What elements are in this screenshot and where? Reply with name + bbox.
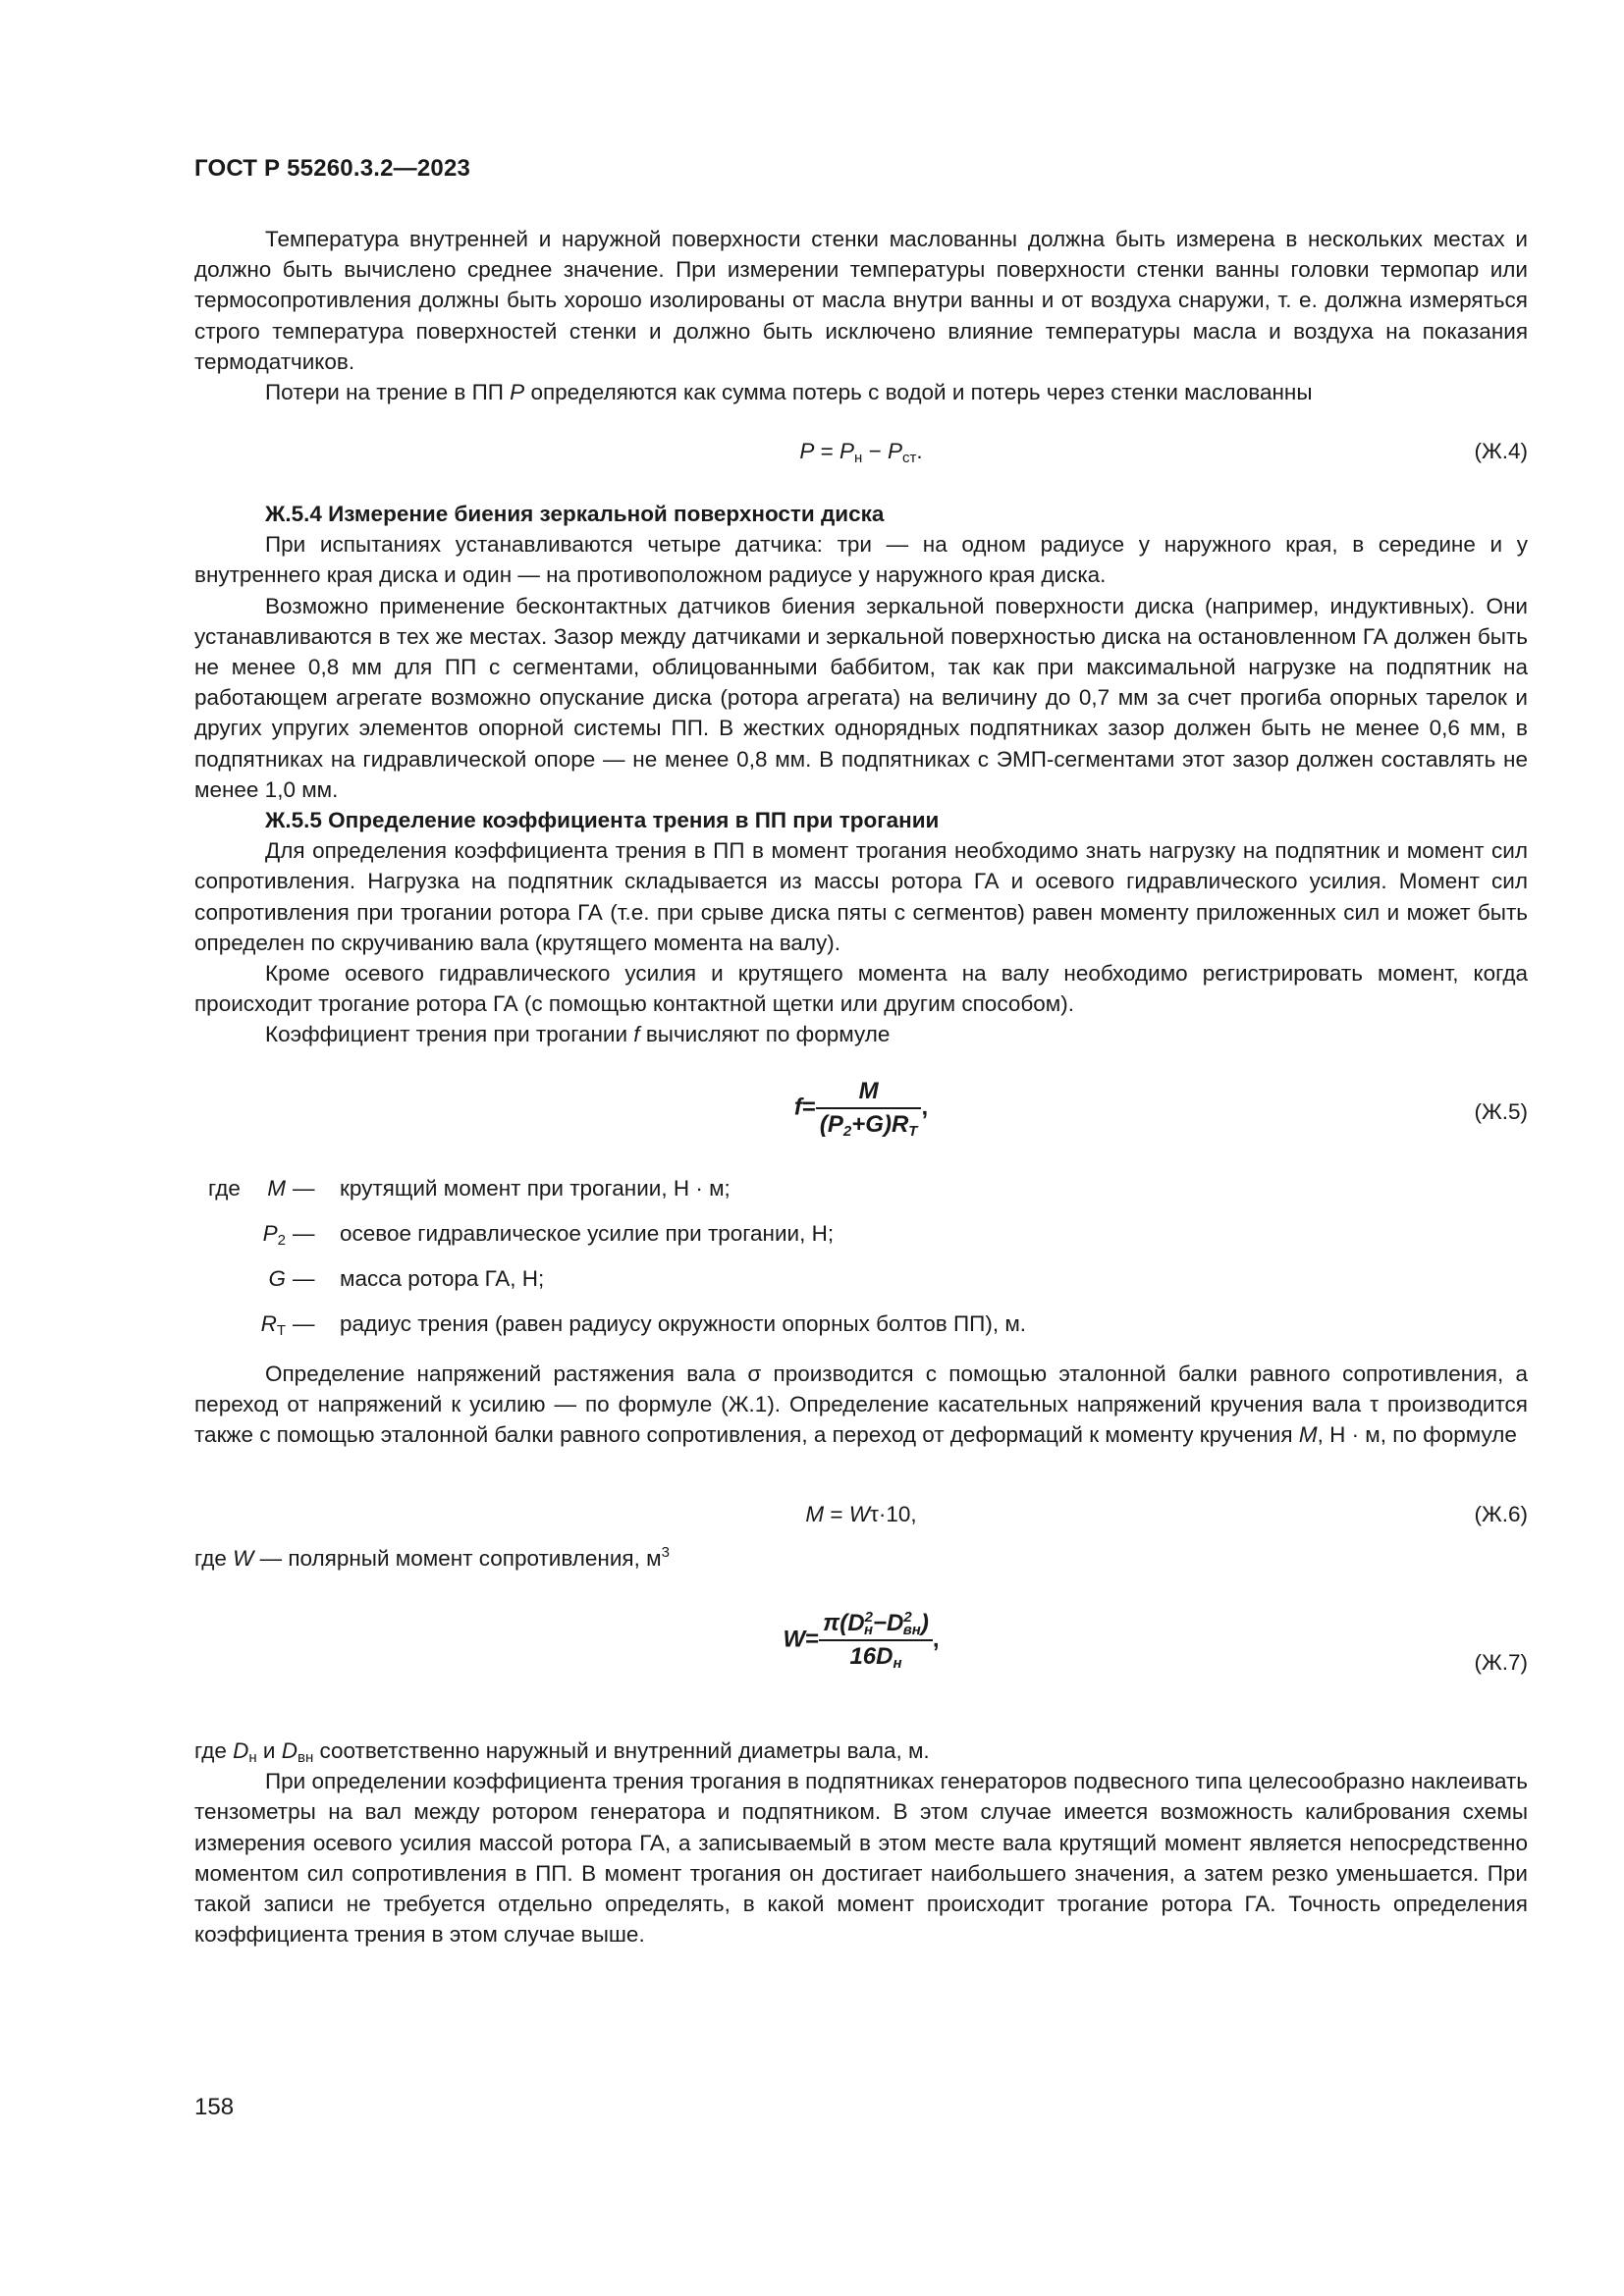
page-number: 158 <box>194 2094 235 2120</box>
paragraph: Для определения коэффициента трения в ПП в момент трогания необходимо знать нагрузку на подпятник и момент сил сопротивления. Нагрузка на подпятник складывается из массы ротора ГА и осевого гидравлического усилия. Момент сил сопротивления при трогании ротора ГА (т.е. при срыве диска пяты с сегментов) равен моменту приложенных сил и может быть определен по скручиванию вала (крутящего момента на валу). <box>194 838 1528 955</box>
paragraph: где W — полярный момент сопротивления, $м^3$ <box>194 1544 670 1571</box>
formula-zh4 <box>194 439 1528 498</box>
document-header: ГОСТ Р 55260.3.2—2023 <box>194 155 471 182</box>
where-symbol: M <box>267 1176 286 1201</box>
formula-number: (Ж.5) <box>1474 1099 1528 1124</box>
where-list <box>194 1176 1528 1343</box>
paragraph: где $D_н$ и $D_{вн}$ соответственно наружный и внутренний диаметры вала, м. <box>194 1738 930 1766</box>
formula-body: f= $\frac{M}{(P_2+G)R_T}$ , <box>793 1078 929 1140</box>
where-symbol: $R_Т$ <box>260 1311 286 1339</box>
where-symbol: G <box>268 1266 286 1291</box>
where-dash: — <box>293 1221 315 1246</box>
formula-number: (Ж.7) <box>1474 1650 1528 1675</box>
section-temperature <box>194 224 1528 407</box>
fraction: $\frac{\pi(D^2_н-D^2_{вн})}{16D_н}$ <box>819 1610 933 1671</box>
where-dash: — <box>293 1176 315 1201</box>
paragraph: Возможно применение бесконтактных датчиков биения зеркальной поверхности диска (например, индуктивных). Они устанавливаются в тех же местах. Зазор между датчиками и зеркальной поверхностью диска на остановленном ГА должен быть не менее 0,8 мм для ПП с сегментами, облицованными баббитом, так как при максимальной нагрузке на подпятник на работающем агрегате возможно опускание диска (ротора агрегата) на величину до 0,7 мм за счет прогиба опорных тарелок и других упругих элементов опорной системы ПП. В жестких однорядных подпятниках зазор должен быть не менее 0,6 мм, в подпятниках на гидравлической опоре — не менее 0,8 мм. В подпятниках с ЭМП-сегментами этот зазор должен составлять не менее 1,0 мм. <box>194 593 1528 802</box>
where-w <box>194 1543 1528 1574</box>
formula-number: (Ж.6) <box>1474 1502 1528 1526</box>
formula-body: M = Wτ·10, <box>805 1502 917 1526</box>
where-dash: — <box>293 1266 315 1291</box>
where-desc: масса ротора ГА, Н; <box>340 1266 545 1291</box>
formula-zh5 <box>194 1078 1528 1156</box>
formula-body: $P = P_н - P_{ст}$. <box>799 439 923 466</box>
paragraph: При определении коэффициента трения трогания в подпятниках генераторов подвесного типа целесообразно наклеивать тензометры на вал между ротором генератора и подпятником. В этом случае имеется возможность калибрования схемы измерения осевого усилия массой ротора ГА, а записываемый в этом месте вала крутящий момент является непосредственно моментом сил сопротивления в ПП. В момент трогания он достигает наибольшего значения, а затем резко уменьшается. При такой записи не требуется отдельно определять, в какой момент происходит трогание ротора ГА. Точность определения коэффициента трения в этом случае выше. <box>194 1769 1528 1948</box>
where-dash: — <box>293 1311 315 1336</box>
where-intro: где <box>208 1176 241 1201</box>
section-heading: Ж.5.5 Определение коэффициента трения в ПП при трогании <box>265 808 940 833</box>
paragraph: Коэффициент трения при трогании f вычисляют по формуле <box>265 1022 891 1047</box>
formula-body: W= $\frac{\pi(D^2_н-D^2_{вн})}{16D_н}$ , <box>783 1609 940 1672</box>
paragraph: При испытаниях устанавливаются четыре датчика: три — на одном радиусе у наружного края, в середине и у внутреннего края диска и один — на противоположном радиусе у наружного края диска. <box>194 532 1528 588</box>
formula-number: (Ж.4) <box>1474 439 1528 463</box>
where-symbol: $P_2$ <box>262 1221 286 1249</box>
where-desc: осевое гидравлическое усилие при трогании, Н; <box>340 1221 835 1246</box>
where-desc: крутящий момент при трогании, Н · м; <box>340 1176 731 1201</box>
paragraph: Температура внутренней и наружной поверхности стенки маслованны должна быть измерена в нескольких местах и должно быть вычислено среднее значение. При измерении температуры поверхности стенки ванны головки термопар или термосопротивления должны быть хорошо изолированы от масла внутри ванны и от воздуха снаружи, т. е. должна измеряться строго температура поверхностей стенки и должно быть исключено влияние температуры масла и воздуха на показания термодатчиков. <box>194 227 1528 374</box>
section-heading: Ж.5.4 Измерение биения зеркальной поверхности диска <box>265 502 885 526</box>
section-torsion <box>194 1359 1528 1451</box>
fraction: $\frac{M}{(P_2+G)R_T}$ <box>816 1078 922 1139</box>
paragraph: Определение напряжений растяжения вала σ производится с помощью эталонной балки равного сопротивления, а переход от напряжений к усилию — по формуле (Ж.1). Определение касательных напряжений кручения вала τ производится также с помощью эталонной балки равного сопротивления, а переход от деформаций к моменту кручения M, Н · м, по формуле <box>194 1362 1528 1448</box>
section-zh54 <box>194 499 1528 1050</box>
where-desc: радиус трения (равен радиусу окружности опорных болтов ПП), м. <box>340 1311 1027 1336</box>
formula-zh7 <box>194 1610 1528 1698</box>
section-closing <box>194 1735 1528 1949</box>
paragraph: Кроме осевого гидравлического усилия и крутящего момента на валу необходимо регистрировать момент, когда происходит трогание ротора ГА (с помощью контактной щетки или другим способом). <box>194 961 1528 1017</box>
paragraph: Потери на трение в ПП P определяются как сумма потерь с водой и потерь через стенки маслованны <box>265 380 1313 405</box>
